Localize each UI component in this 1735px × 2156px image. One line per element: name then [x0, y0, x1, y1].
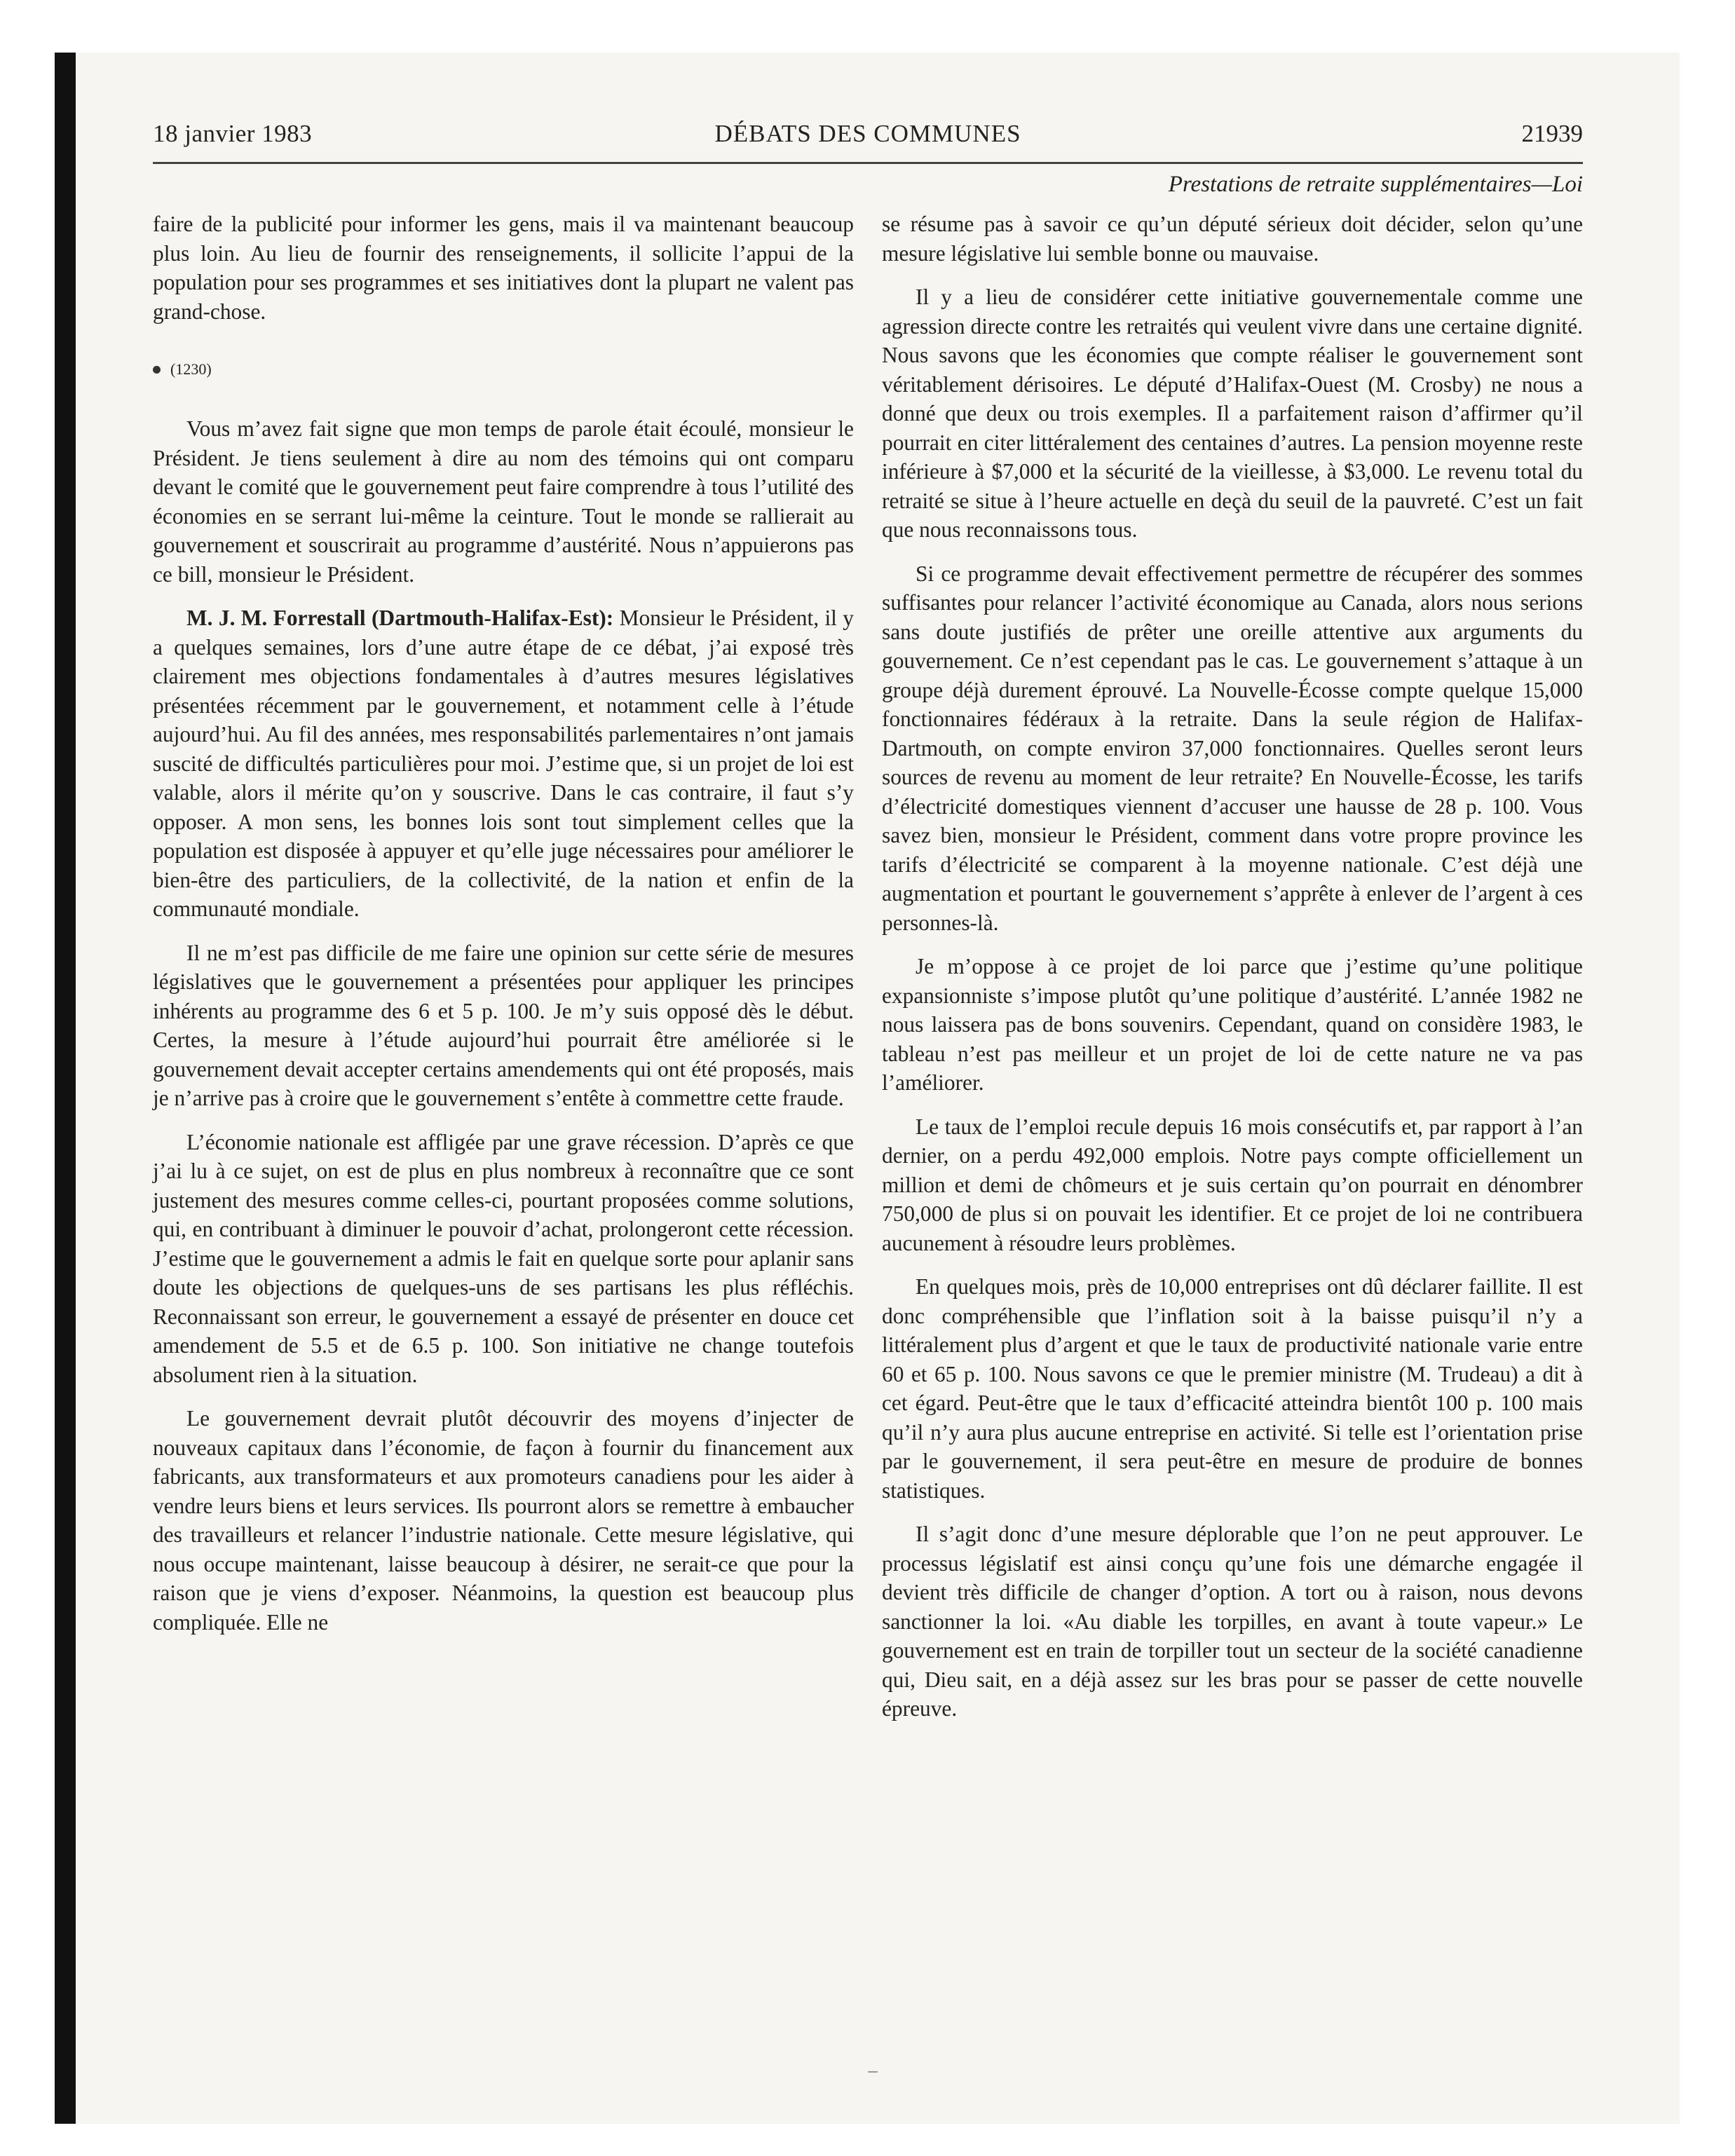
header-title: DÉBATS DES COMMUNES	[714, 120, 1021, 147]
left-paragraph-3	[153, 603, 854, 924]
left-paragraph-2: Vous m’avez fait signe que mon temps de parole était écoulé, monsieur le Président. Je tiens seulement à dire au nom des témoins qui ont comparu devant le comité que le gouvernement peut faire comprendre à tous l’utilité des économies en se serrant lui-même la ceinture. Tout le monde se rallierait au gouvernement et souscrirait au programme d’austérité. Nous n’appuierons pas ce bill, monsieur le Président.	[153, 416, 854, 587]
header-page-number: 21939	[1521, 120, 1583, 147]
scan-edge-bar	[55, 53, 76, 2124]
right-paragraph-4: Je m’oppose à ce projet de loi parce que j’estime qu’une politique expansionniste s’impose plutôt qu’une politique d’austérité. L’année 1982 ne nous laissera pas de bons souvenirs. Cependant, quand on considère 1983, le tableau n’est pas meilleur et un projet de loi de cette nature ne va pas l’améliorer.	[882, 954, 1583, 1095]
section-title: Prestations de retraite supplémentaires—Loi	[1168, 172, 1583, 197]
bullet-icon	[153, 366, 161, 374]
left-paragraph-1: faire de la publicité pour informer les gens, mais il va maintenant beaucoup plus loin. Au lieu de fournir des renseignements, il sollicite l’appui de la population pour ses programmes et ses initiatives dont la plupart ne valent pas grand-chose.	[153, 212, 854, 324]
left-paragraph-4: Il ne m’est pas difficile de me faire une opinion sur cette série de mesures législatives que le gouvernement a présentées pour appliquer les principes inhérents au programme des 6 et 5 p. 100. Je m’y suis opposé dès le début. Certes, la mesure à l’étude aujourd’hui pourrait être améliorée si le gouvernement devait accepter certains amendements qui ont été proposés, mais je n’arrive pas à croire que le gouvernement s’entête à commettre cette fraude.	[153, 940, 854, 1110]
timestamp-text: (1230)	[170, 360, 212, 378]
speaker-name: M. J. M. Forrestall (Dartmouth-Halifax-Est):	[186, 606, 614, 630]
right-paragraph-1: se résume pas à savoir ce qu’un député sérieux doit décider, selon qu’une mesure législative lui semble bonne ou mauvaise.	[882, 212, 1583, 266]
page-header	[153, 120, 1583, 164]
right-paragraph-2: Il y a lieu de considérer cette initiative gouvernementale comme une agression directe contre les retraités qui veulent vivre dans une certaine dignité. Nous savons que les économies que compte réaliser le gouvernement sont véritablement dérisoires. Le député d’Halifax-Ouest (M. Crosby) ne nous a donné que deux ou trois exemples. Il a parfaitement raison d’affirmer qu’il pourrait en citer littéralement des centaines d’autres. La pension moyenne reste inférieure à $7,000 et la sécurité de la vieillesse, à $3,000. Le revenu total du retraité se situe à l’heure actuelle en deçà du seuil de la pauvreté. C’est un fait que nous reconnaissons tous.	[882, 285, 1583, 542]
scanned-page	[55, 53, 1680, 2124]
header-date: 18 janvier 1983	[153, 120, 313, 147]
left-column	[153, 210, 854, 1651]
right-paragraph-7: Il s’agit donc d’une mesure déplorable que l’on ne peut approuver. Le processus législatif est ainsi conçu qu’une fois une démarche engagée il devient très difficile de changer d’option. A tort ou à raison, nous devons sanctionner la loi. «Au diable les torpilles, en avant à toute vapeur.» Le gouvernement est en train de torpiller tout un secteur de la société canadienne qui, Dieu sait, en a déjà assez sur les bras pour se passer de cette nouvelle épreuve.	[882, 1522, 1583, 1721]
right-paragraph-3: Si ce programme devait effectivement permettre de récupérer des sommes suffisantes pour relancer l’activité économique au Canada, alors nous serions sans doute justifiés de prêter une oreille attentive aux arguments du gouvernement. Ce n’est cependant pas le cas. Le gouvernement s’attaque à un groupe déjà durement éprouvé. La Nouvelle-Écosse compte quelque 15,000 fonctionnaires fédéraux à la retraite. Dans la seule région de Halifax-Dartmouth, on compte environ 37,000 fonctionnaires. Quelles seront leurs sources de revenu au moment de leur retraite? En Nouvelle-Écosse, les tarifs d’électricité domestiques viennent d’accuser une hausse de 28 p. 100. Vous savez bien, monsieur le Président, comment dans votre propre province les tarifs d’électricité se comparent à la moyenne nationale. C’est déjà une augmentation et pourtant le gouvernement s’apprête à enlever de l’argent à ces personnes-là.	[882, 561, 1583, 935]
timestamp-marker	[153, 355, 854, 383]
left-paragraph-5: L’économie nationale est affligée par une grave récession. D’après ce que j’ai lu à ce sujet, on est de plus en plus nombreux à reconnaître que ce sont justement des mesures comme celles-ci, pourtant proposées comme solutions, qui, en contribuant à diminuer le pouvoir d’achat, prolongeront cette récession. J’estime que le gouvernement a admis le fait en quelque sorte pour aplanir sans doute les objections de quelques-uns de ses partisans les plus réfléchis. Reconnaissant son erreur, le gouvernement a essayé de présenter en douce cet amendement de 5.5 et de 6.5 p. 100. Son initiative ne change toutefois absolument rien à la situation.	[153, 1129, 854, 1387]
footer-mark	[868, 2071, 878, 2073]
right-paragraph-5: Le taux de l’emploi recule depuis 16 mois consécutifs et, par rapport à l’an dernier, on a perdu 492,000 emplois. Notre pays compte officiellement un million et demi de chômeurs et je suis certain qu’on pourrait en dénombrer 750,000 de plus si on pouvait les identifier. Et ce projet de loi ne contribuera aucunement à résoudre leurs problèmes.	[882, 1114, 1583, 1255]
right-column	[882, 210, 1583, 1738]
left-paragraph-6: Le gouvernement devrait plutôt découvrir des moyens d’injecter de nouveaux capitaux dans l’économie, de façon à fournir du financement aux fabricants, aux transformateurs et aux promoteurs canadiens pour les aider à vendre leurs biens et leurs services. Ils pourront alors se remettre à embaucher des travailleurs et relancer l’industrie nationale. Cette mesure législative, qui nous occupe maintenant, laisse beaucoup à désirer, ne serait-ce que pour la raison que je viens d’exposer. Néanmoins, la question est beaucoup plus compliquée. Elle ne	[153, 1406, 854, 1635]
right-paragraph-6: En quelques mois, près de 10,000 entreprises ont dû déclarer faillite. Il est donc compréhensible que l’inflation soit à la baisse puisqu’il n’y a littéralement plus d’argent et que le taux de productivité nationale varie entre 60 et 65 p. 100. Nous savons ce que le premier ministre (M. Trudeau) a dit à cet égard. Peut-être que le taux d’efficacité atteindra bientôt 100 p. 100 mais qu’il n’y aura plus aucune entreprise en activité. Si telle est l’orientation prise par le gouvernement, il sera peut-être en mesure de produire de bonnes statistiques.	[882, 1274, 1583, 1503]
speaker-text: Monsieur le Président, il y a quelques semaines, lors d’une autre étape de ce débat, j’ai exposé très clairement mes objections fondamentales à d’autres mesures législatives présentées récemment par le gouvernement, et notamment celle à l’étude aujourd’hui. Au fil des années, mes responsabilités parlementaires n’ont jamais suscité de difficultés particulières pour moi. J’estime que, si un projet de loi est valable, alors il mérite qu’on y souscrive. Dans le cas contraire, il faut s’y opposer. A mon sens, les bonnes lois sont tout simplement celles que la population est disposée à appuyer et qu’elle juge nécessaires pour améliorer le bien-être des particuliers, de la collectivité, de la nation et enfin de la communauté mondiale.	[153, 606, 854, 921]
